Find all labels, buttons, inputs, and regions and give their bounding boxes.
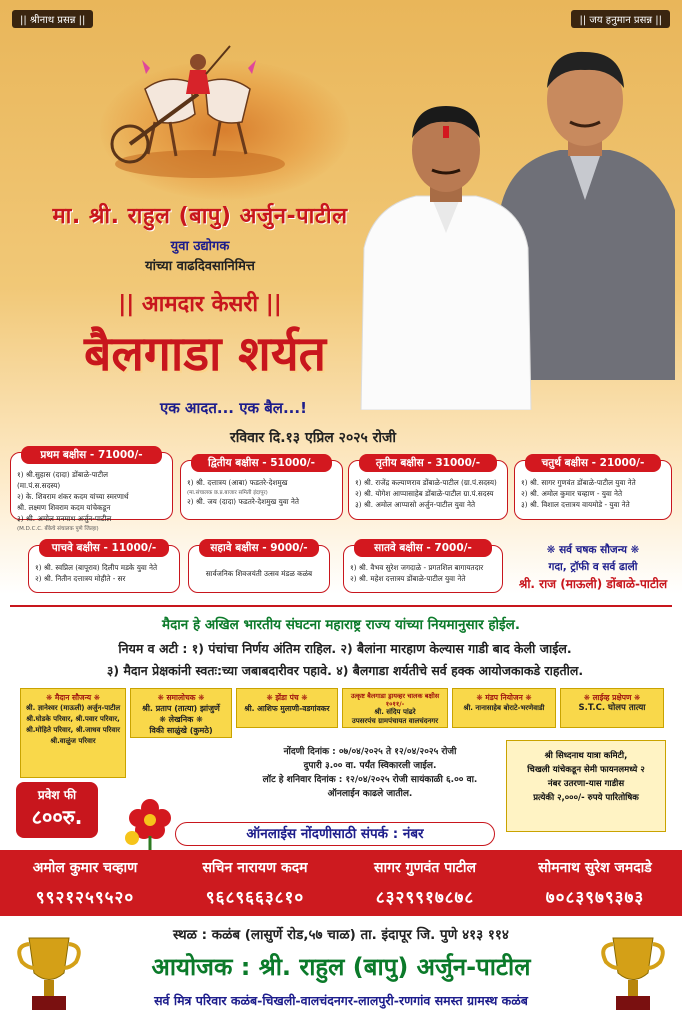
prize-line: १) श्री. वैभव सुरेश जगदाळे - प्रगतशिल बागायतदार bbox=[350, 563, 484, 572]
venue: स्थळ : कळंब (लासुर्णे रोड,५७ चाळ) ता. इंदापूर जि. पुणे ४१३ ११४ bbox=[173, 927, 509, 943]
contact-phone[interactable]: ९६८९६६३८१० bbox=[205, 888, 305, 908]
left-blessing: || श्रीनाथ प्रसन्न || bbox=[12, 10, 93, 28]
prize-line: १) श्री. राजेंद्र कल्याणराव डोंबाळे-पाटील (ग्रा.पं.सदस्य) bbox=[355, 478, 497, 487]
prize-line: २) श्री. योगेश आप्पासाहेब डोंबाळे-पाटील ग्रा.पं.सदस्य bbox=[355, 489, 494, 498]
credit-head: उत्कृष्ट बैलगाडा ड्रायव्हर चालक बक्षीस १०११/- bbox=[350, 692, 440, 708]
prize-line: १) श्री. स्वप्निल (बापूराव) दिलीप मडके युवा नेते bbox=[35, 563, 158, 572]
contact-title: ऑनलाईस नोंदणीसाठी संपर्क : नंबर bbox=[175, 822, 495, 846]
entry-fee-badge bbox=[16, 782, 98, 838]
prize-line: १) श्री. सागर गुणवंत डोंबाळे-पाटील युवा नेते bbox=[521, 478, 636, 487]
prize-line: सार्वजनिक शिवजयंती उत्सव मंडळ कळंब bbox=[205, 569, 313, 578]
credit-head: ❋ लाईव्ह प्रक्षेपण ❋ bbox=[583, 693, 641, 702]
prize-head: सातवे बक्षीस - 7000/- bbox=[354, 539, 492, 557]
cup-sponsor bbox=[508, 542, 678, 593]
prize-head: पाचवे बक्षीस - 11000/- bbox=[39, 539, 169, 557]
event-tag: || आमदार केसरी || bbox=[118, 292, 282, 317]
prize-card-7 bbox=[343, 542, 503, 593]
prize-line: १) श्री. दत्तात्रय (आबा) फडतरे-देशमुख bbox=[187, 478, 288, 487]
rules-line-2: ३) मैदान प्रेक्षकांनी स्वतः:च्या जबाबदारीवर पहावे. ४) बैलगाडा शर्यतीचे सर्व हक्क आयोजकाकडे राहतील. bbox=[106, 663, 584, 678]
tagline: एक आदत... एक बैल...! bbox=[160, 399, 307, 417]
bullock-cart-icon bbox=[110, 34, 290, 184]
credit-body: श्री. प्रताप (तात्या) झांजुर्णे ❋ लेखनिक ❋ विकी साळुंखे (कुमठे) bbox=[142, 704, 220, 735]
credit-flag-judge bbox=[236, 688, 338, 728]
credit-body: श्री. आशिफ मुलाणी-वडगांवकर bbox=[244, 704, 330, 713]
credit-live bbox=[560, 688, 664, 728]
prize-line: (मा.पं.स.सदस्य) bbox=[17, 481, 61, 490]
contact-name: अमोल कुमार चव्हाण bbox=[32, 860, 138, 876]
credit-body: श्री. ज्ञानेश्वर (माऊली) अर्जुन-पाटील श्री.घोडके परिवार, श्री.पवार परिवार, श्री.मोहिते परिवार, श्री.जाधव परिवार श्री.वाळुंज परिवार bbox=[25, 704, 121, 745]
prize-line: १) श्री.सुहास (दादा) डोंबाळे-पाटील bbox=[17, 470, 109, 479]
prize-line: २) श्री. अमोल कुमार चव्हाण - युवा नेते bbox=[521, 489, 623, 498]
prize-card-5 bbox=[28, 542, 180, 593]
registration-line-2: दुपारी ३.०० वा. पर्यंत स्विकारली जाईल. bbox=[303, 761, 437, 771]
reward-line-2: चिखली यांचेकडून सेमी फायनलमध्ये २ bbox=[527, 765, 645, 775]
rules-block bbox=[20, 638, 670, 682]
host-title: युवा उद्योगक bbox=[170, 239, 230, 254]
credit-ground bbox=[20, 688, 126, 778]
prize-line: ३) श्री. अमोल आप्पासो अर्जुन-पाटील युवा नेते bbox=[355, 500, 476, 509]
prize-card-1 bbox=[10, 449, 173, 532]
prize-card-4 bbox=[514, 457, 672, 520]
credit-head: ❋ झेंडा पंच ❋ bbox=[266, 693, 308, 702]
host-name: मा. श्री. राहुल (बापु) अर्जुन-पाटील bbox=[52, 204, 348, 229]
contact-3 bbox=[340, 858, 510, 908]
villages: सर्व मित्र परिवार कळंब-चिखली-वालचंदनगर-लालपुरी-रणगांव समस्त ग्रामस्थ कळंब bbox=[154, 993, 528, 1008]
event-date: रविवार दि.१३ एप्रिल २०२५ रोजी bbox=[230, 430, 397, 446]
entry-fee-label: प्रवेश फी bbox=[37, 788, 77, 802]
rules-line-1: नियम व अटी : १) पंचांचा निर्णय अंतिम राहिल. २) बैलांना मारहाण केल्यास गाडी बाद केली जाईल. bbox=[118, 641, 572, 656]
prize-line: ३) श्री. विशाल दत्तात्रय वायमोडे - युवा नेते bbox=[521, 500, 630, 509]
prize-card-3 bbox=[348, 457, 508, 520]
registration-line-4: ऑनलाईन काढले जातील. bbox=[327, 789, 413, 799]
right-blessing: || जय हनुमान प्रसन्न || bbox=[571, 10, 670, 28]
registration-line-1: नोंदणी दिनांक : ०७/०४/२०२५ ते १२/०४/२०२५ रोजी bbox=[283, 747, 457, 757]
organizer: आयोजक : श्री. राहुल (बापु) अर्जुन-पाटील bbox=[151, 953, 531, 981]
prize-line: २) श्री. महेश दत्तात्रय डोंबाळे-पाटील युवा नेते bbox=[350, 574, 466, 583]
portrait-host bbox=[356, 98, 536, 410]
prize-line: २) श्री. जय (दादा) फडतरे-देशमुख युवा नेते bbox=[187, 497, 299, 506]
credit-best-driver bbox=[342, 688, 448, 728]
prize-card-2 bbox=[180, 457, 343, 520]
credit-head: ❋ समालोचक ❋ bbox=[157, 693, 205, 702]
registration-info bbox=[235, 745, 505, 801]
section-divider bbox=[10, 605, 672, 607]
prize-card-6 bbox=[188, 542, 330, 593]
prize-head: द्वितीय बक्षीस - 51000/- bbox=[191, 454, 332, 472]
credit-body: श्री. नानासाहेब बोराटे-भरणेवाडी bbox=[463, 704, 545, 712]
contact-phone[interactable]: ९९२१२५९५२० bbox=[35, 888, 135, 908]
cup-sponsor-items: गदा, ट्रॉफी व सर्व ढाली bbox=[548, 561, 638, 573]
contact-name: सचिन नारायण कदम bbox=[202, 860, 308, 876]
entry-fee-amount: ८००रु. bbox=[31, 805, 83, 829]
contact-phone[interactable]: ७०८३९७९३७३ bbox=[545, 888, 645, 908]
contact-name: सागर गुणवंत पाटील bbox=[374, 860, 476, 876]
registration-line-3: लॉट हे शनिवार दिनांक : १२/०४/२०२५ रोजी सायंकाळी ६.०० वा. bbox=[262, 775, 478, 785]
contact-2 bbox=[170, 858, 340, 908]
credit-commentator bbox=[130, 688, 232, 738]
reward-line-1: श्री सिध्दनाथ यात्रा कमिटी, bbox=[544, 751, 628, 761]
prize-head: तृतीय बक्षीस - 31000/- bbox=[359, 454, 497, 472]
credit-head: ❋ मैदान सौजन्य ❋ bbox=[45, 693, 101, 702]
prize-head: प्रथम बक्षीस - 71000/- bbox=[21, 446, 162, 464]
occasion-text: यांच्या वाढदिवसानिमित्त bbox=[145, 259, 255, 274]
rules-title: मैदान हे अखिल भारतीय संघटना महाराष्ट्र राज्य यांच्या नियमानुसार होईल. bbox=[162, 617, 520, 633]
contact-1 bbox=[0, 858, 170, 908]
prize-sub: (M.D.C.C. बँकेचे संचालक पुणे जिल्हा) bbox=[17, 526, 99, 532]
prize-sub: (मा.संचालक छ.प्र.बाजार समिती इंदापूर) bbox=[187, 490, 268, 496]
reward-line-4: प्रत्येकी २,०००/- रुपये पारितोषिक bbox=[533, 793, 639, 803]
prize-head: चतुर्थ बक्षीस - 21000/- bbox=[525, 454, 661, 472]
credit-head: ❋ मंडप नियोजन ❋ bbox=[476, 693, 532, 702]
cup-sponsor-name: श्री. राज (माऊली) डोंबाळे-पाटील bbox=[518, 577, 668, 591]
credit-body: श्री. संदिप पांढरे उपसरपंच ग्रामपंचायत वालचंदनगर bbox=[351, 708, 439, 725]
prize-line: श्री. लक्ष्मण शिवराम कदम यांचेकडून bbox=[17, 503, 111, 512]
contact-name: सोमनाथ सुरेश जमदाडे bbox=[538, 860, 652, 876]
prize-head: सहावे बक्षीस - 9000/- bbox=[199, 539, 319, 557]
contact-phone[interactable]: ८३२९९१७८७८ bbox=[375, 888, 475, 908]
contact-4 bbox=[510, 858, 680, 908]
prize-line: २) के. शिवराम शंकर कदम यांच्या स्मरणार्थ bbox=[17, 492, 129, 501]
reward-line-3: नंबर उतरणा-यास गाडीस bbox=[547, 779, 625, 789]
credit-tent bbox=[452, 688, 556, 728]
prize-line: २) श्री. नितीन दत्तात्रय मोहीते - सर bbox=[35, 574, 126, 583]
cup-sponsor-title: ❋ सर्व चषक सौजन्य ❋ bbox=[546, 544, 640, 556]
flower-icon bbox=[120, 790, 180, 850]
event-name: बैलगाडा शर्यत bbox=[83, 326, 327, 382]
semi-final-reward bbox=[506, 740, 666, 832]
prize-line: ३) श्री. अमोल मनमाथ अर्जुन-पाटील bbox=[17, 514, 112, 523]
credit-body: S.T.C. घोलप तात्या bbox=[578, 703, 646, 713]
